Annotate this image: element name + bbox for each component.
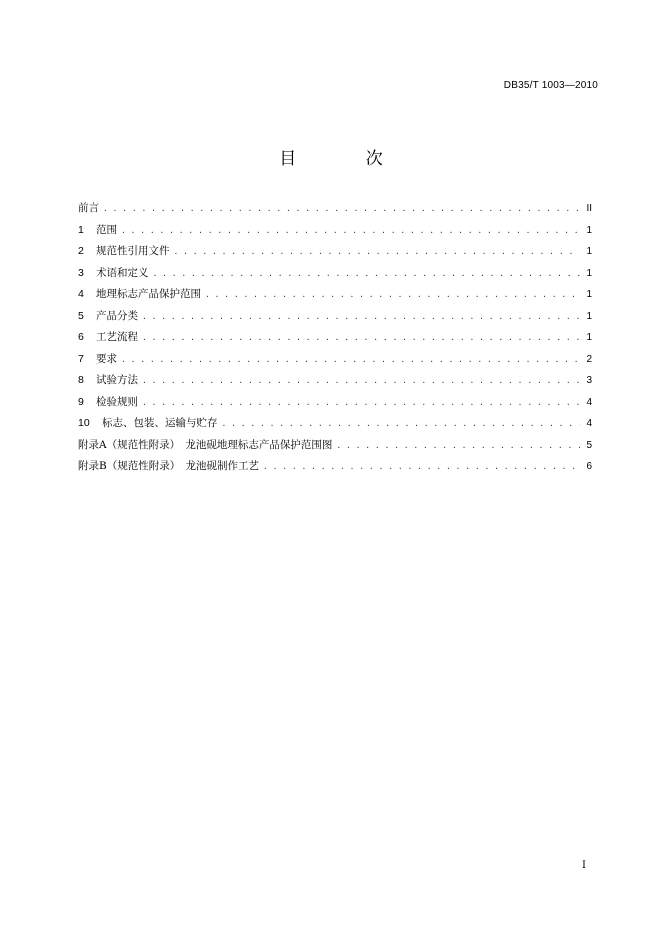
toc-entry-1[interactable] bbox=[78, 222, 592, 244]
toc-entry-page: 1 bbox=[586, 310, 592, 322]
toc-entry-page: 1 bbox=[586, 224, 592, 236]
standard-code: DB35/T 1003—2010 bbox=[503, 80, 598, 91]
toc-leader-dots bbox=[121, 355, 580, 364]
toc-entry-label: 前言 bbox=[78, 202, 99, 214]
toc-leader-dots bbox=[205, 290, 580, 299]
toc-entry-10[interactable] bbox=[78, 415, 592, 437]
toc-entry-8[interactable] bbox=[78, 372, 592, 394]
toc-entry-number: 2 bbox=[78, 245, 84, 257]
toc-entry-foreword[interactable] bbox=[78, 200, 592, 222]
toc-entry-4[interactable] bbox=[78, 286, 592, 308]
toc-entry-label: 检验规则 bbox=[96, 395, 138, 408]
table-of-contents bbox=[78, 200, 592, 480]
toc-entry-9[interactable] bbox=[78, 394, 592, 416]
toc-leader-dots bbox=[142, 398, 580, 407]
toc-entry-page: 4 bbox=[586, 396, 592, 408]
toc-entry-number: 6 bbox=[78, 331, 84, 343]
toc-entry-label: 范围 bbox=[96, 223, 117, 236]
toc-entry-2[interactable] bbox=[78, 243, 592, 265]
toc-entry-label: 附录A（规范性附录） 龙池砚地理标志产品保护范围图 bbox=[78, 438, 333, 451]
toc-entry-number: 9 bbox=[78, 395, 84, 408]
toc-entry-page: 4 bbox=[586, 418, 592, 429]
toc-entry-page: 6 bbox=[586, 461, 592, 472]
toc-entry-label: 要求 bbox=[96, 352, 117, 365]
toc-entry-3[interactable] bbox=[78, 265, 592, 287]
toc-leader-dots bbox=[263, 462, 580, 471]
toc-entry-7[interactable] bbox=[78, 351, 592, 373]
toc-entry-appendix-a[interactable] bbox=[78, 437, 592, 459]
toc-entry-label: 地理标志产品保护范围 bbox=[96, 288, 201, 300]
toc-leader-dots bbox=[142, 333, 580, 342]
toc-entry-label: 附录B（规范性附录） 龙池砚制作工艺 bbox=[78, 460, 259, 472]
page-number: I bbox=[582, 860, 586, 871]
toc-leader-dots bbox=[121, 226, 580, 235]
toc-leader-dots bbox=[222, 419, 581, 428]
toc-entry-6[interactable] bbox=[78, 329, 592, 351]
toc-leader-dots bbox=[142, 312, 580, 321]
toc-entry-number: 8 bbox=[78, 374, 84, 386]
toc-entry-page: 5 bbox=[586, 439, 592, 451]
toc-entry-number: 3 bbox=[78, 266, 84, 279]
toc-entry-number: 4 bbox=[78, 288, 84, 300]
toc-entry-5[interactable] bbox=[78, 308, 592, 330]
toc-entry-label: 标志、包装、运输与贮存 bbox=[102, 417, 218, 429]
toc-entry-page: 1 bbox=[586, 332, 592, 343]
toc-entry-label: 工艺流程 bbox=[96, 331, 138, 343]
toc-entry-label: 规范性引用文件 bbox=[96, 245, 170, 257]
toc-entry-page: 2 bbox=[586, 353, 592, 365]
toc-entry-number: 5 bbox=[78, 309, 84, 322]
toc-entry-label: 试验方法 bbox=[96, 374, 138, 386]
toc-leader-dots bbox=[336, 441, 580, 450]
page-title: 目 次 bbox=[279, 149, 415, 169]
toc-entry-page: 1 bbox=[586, 246, 592, 257]
toc-entry-page: 1 bbox=[586, 267, 592, 279]
toc-entry-page: 3 bbox=[586, 375, 592, 386]
toc-entry-number: 7 bbox=[78, 352, 84, 365]
toc-entry-page: II bbox=[586, 203, 592, 214]
toc-entry-page: 1 bbox=[586, 289, 592, 300]
toc-leader-dots bbox=[103, 204, 580, 213]
toc-entry-number: 10 bbox=[78, 417, 90, 429]
toc-entry-appendix-b[interactable] bbox=[78, 458, 592, 480]
toc-leader-dots bbox=[142, 376, 580, 385]
toc-leader-dots bbox=[153, 269, 581, 278]
toc-entry-label: 术语和定义 bbox=[96, 266, 149, 279]
toc-leader-dots bbox=[174, 247, 581, 256]
toc-entry-label: 产品分类 bbox=[96, 309, 138, 322]
toc-entry-number: 1 bbox=[78, 223, 84, 236]
